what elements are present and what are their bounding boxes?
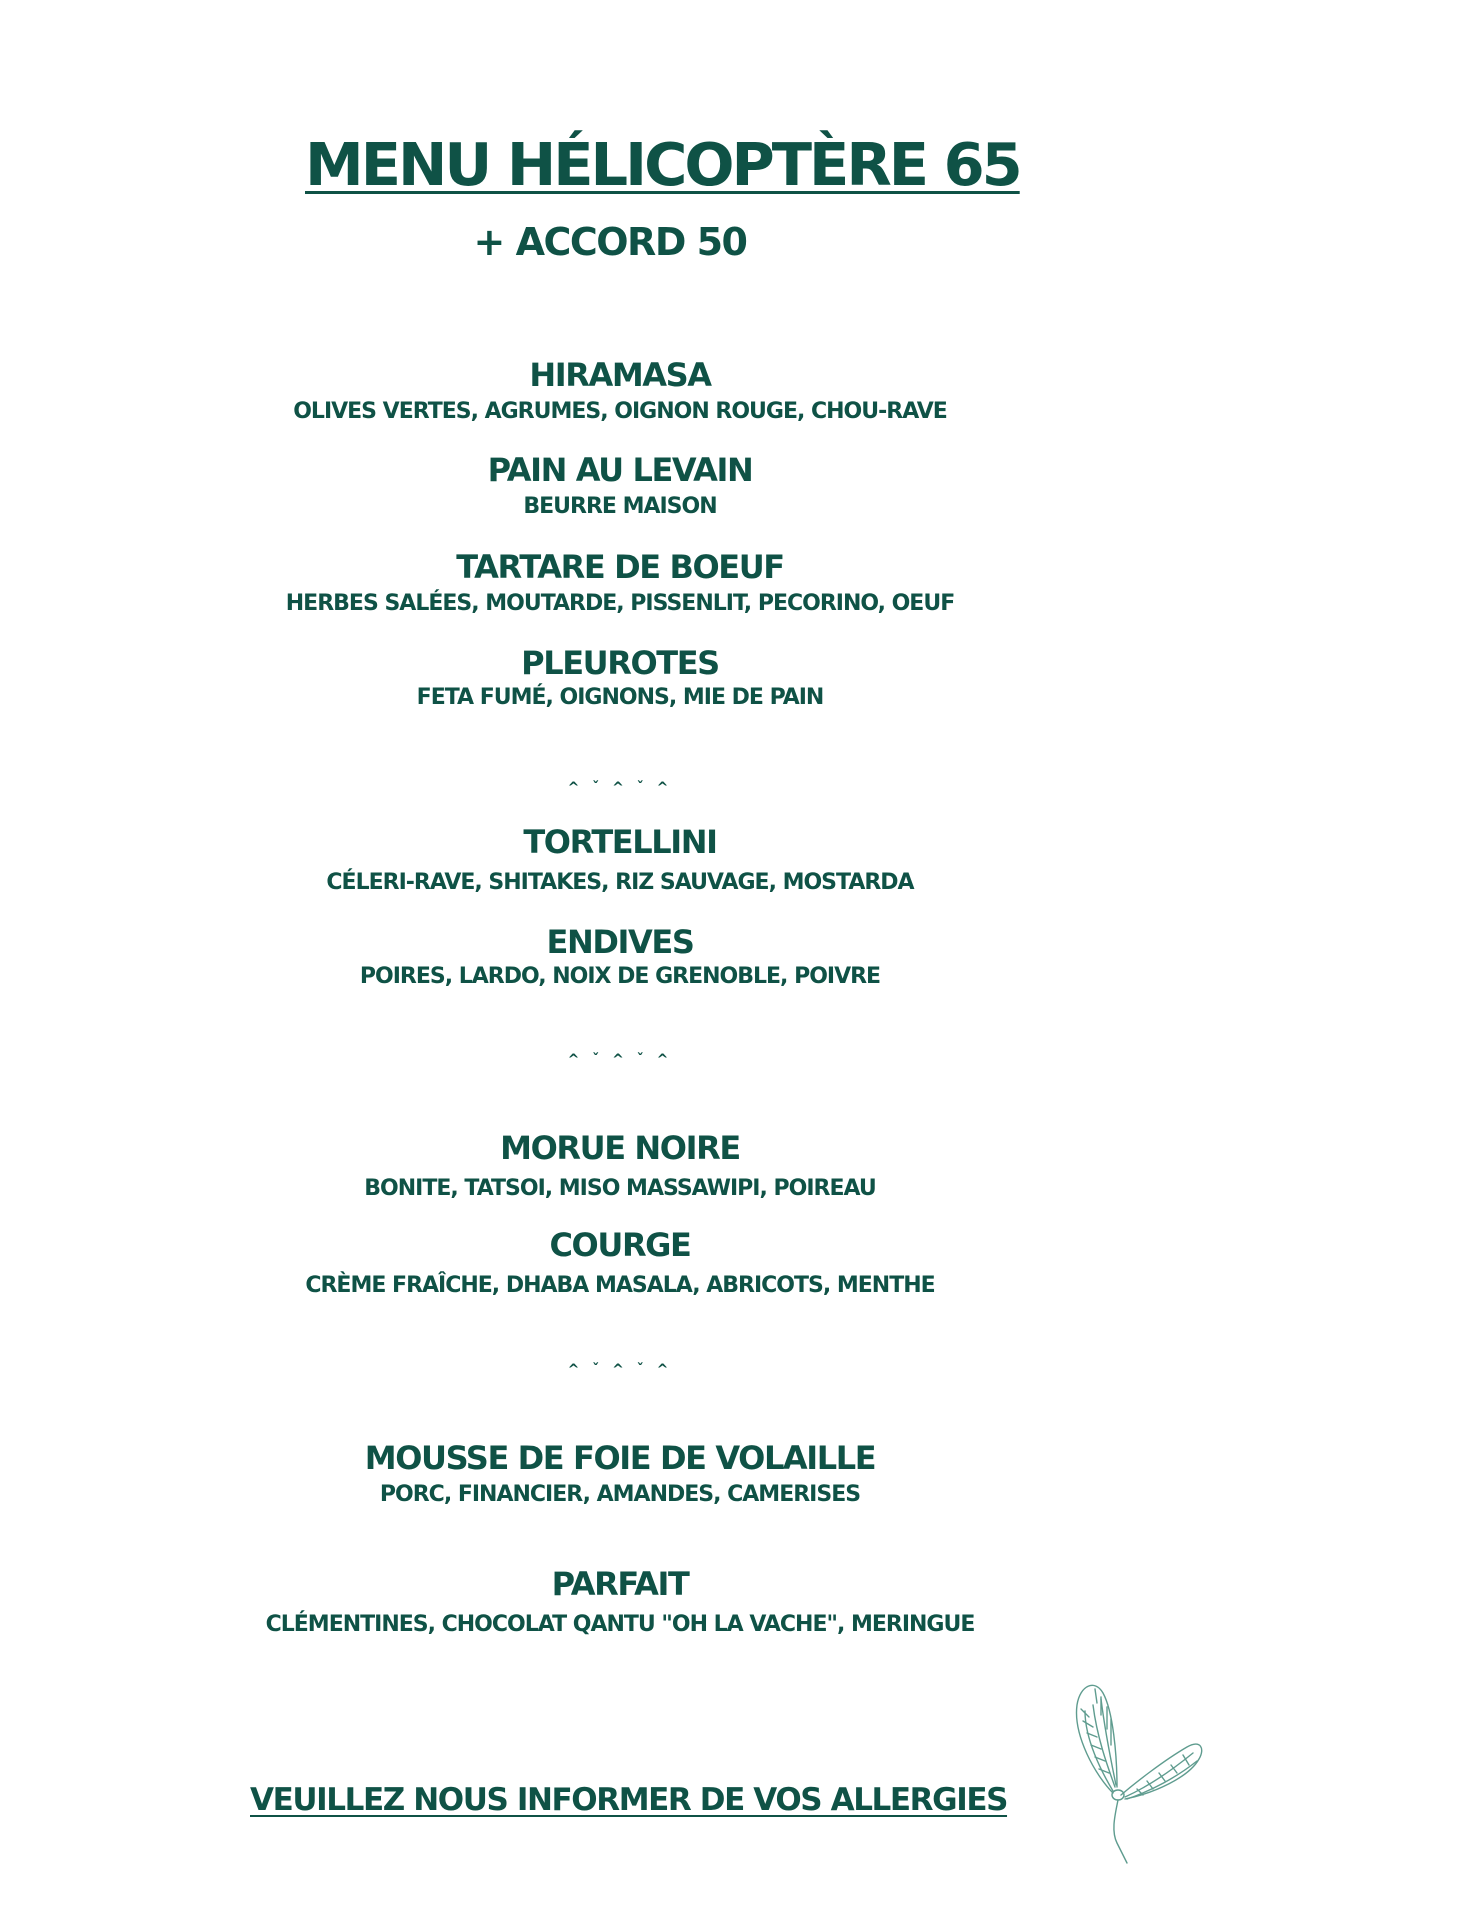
maple-seed-icon	[1055, 1675, 1205, 1865]
dish-name: COURGE	[549, 1226, 691, 1264]
dish-name: TARTARE DE BOEUF	[456, 548, 784, 586]
dish-item	[0, 1564, 1240, 1640]
dish-item	[0, 450, 1240, 522]
dish-name: PLEUROTES	[521, 644, 719, 682]
menu-subtitle: + ACCORD 50	[473, 220, 747, 264]
dish-item	[0, 1225, 1240, 1301]
dish-description: CLÉMENTINES, CHOCOLAT QANTU "OH LA VACHE", MERINGUE	[265, 1612, 975, 1637]
dish-description: BONITE, TATSOI, MISO MASSAWIPI, POIREAU	[364, 1176, 876, 1201]
dish-name: TORTELLINI	[523, 823, 717, 861]
dish-description: POIRES, LARDO, NOIX DE GRENOBLE, POIVRE	[359, 964, 881, 989]
dish-item	[0, 922, 1240, 992]
dish-description: OLIVES VERTES, AGRUMES, OIGNON ROUGE, CHOU-RAVE	[293, 399, 947, 424]
dish-description: FETA FUMÉ, OIGNONS, MIE DE PAIN	[416, 685, 824, 710]
dish-description: PORC, FINANCIER, AMANDES, CAMERISES	[379, 1482, 861, 1507]
dish-name: MOUSSE DE FOIE DE VOLAILLE	[364, 1439, 876, 1477]
dish-item	[0, 1128, 1240, 1204]
dish-description: CÉLERI-RAVE, SHITAKES, RIZ SAUVAGE, MOSTARDA	[326, 870, 914, 895]
dish-name: MORUE NOIRE	[500, 1129, 740, 1167]
dish-item	[0, 643, 1240, 713]
dish-description: CRÈME FRAÎCHE, DHABA MASALA, ABRICOTS, MENTHE	[305, 1273, 935, 1298]
section-separator: ^ ˇ ^ ˇ ^	[567, 1362, 673, 1378]
menu-title: MENU HÉLICOPTÈRE 65	[305, 130, 1020, 199]
dish-name: PARFAIT	[551, 1565, 689, 1603]
dish-name: PAIN AU LEVAIN	[487, 451, 753, 489]
section-separator: ^ ˇ ^ ˇ ^	[567, 780, 673, 796]
dish-item	[0, 822, 1240, 898]
dish-description: BEURRE MAISON	[523, 494, 717, 519]
dish-item	[0, 355, 1240, 427]
dish-item	[0, 1438, 1240, 1510]
dish-description: HERBES SALÉES, MOUTARDE, PISSENLIT, PECORINO, OEUF	[285, 591, 955, 616]
dish-name: HIRAMASA	[529, 356, 711, 394]
dish-name: ENDIVES	[546, 923, 694, 961]
allergy-notice: VEUILLEZ NOUS INFORMER DE VOS ALLERGIES	[250, 1782, 1008, 1818]
dish-item	[0, 547, 1240, 619]
section-separator: ^ ˇ ^ ˇ ^	[567, 1052, 673, 1068]
